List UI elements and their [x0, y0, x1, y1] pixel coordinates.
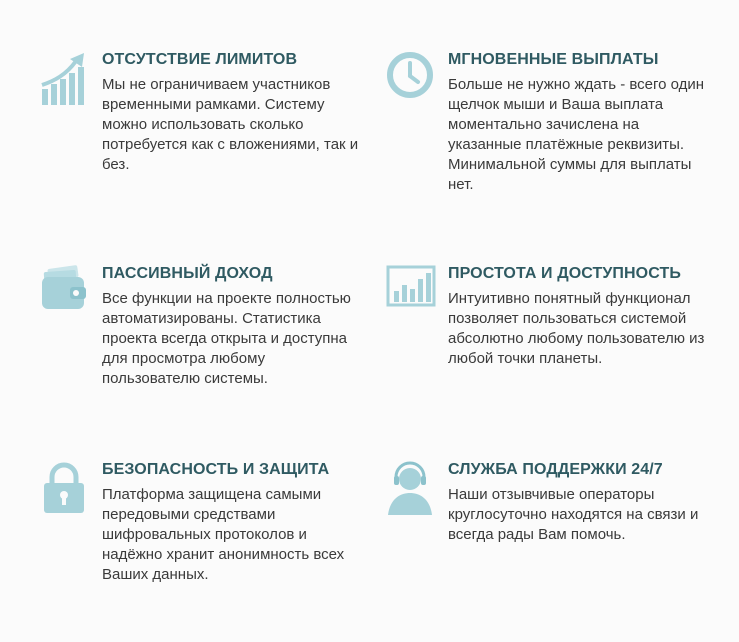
feature-description: Интуитивно понятный функционал позволяет пользоваться системой абсолютно любому пользователю из любой точки планеты.: [448, 290, 705, 367]
feature-description: Мы не ограничиваем участников временными рамками. Систему можно использовать сколько потребуется как с вложениями, так и без.: [102, 76, 359, 173]
feature-title: СЛУЖБА ПОДДЕРЖКИ 24/7: [448, 461, 663, 478]
bar-chart-icon: [386, 265, 436, 315]
feature-description: Все функции на проекте полностью автоматизированы. Статистика проекта всегда открыта и доступна для просмотра любому пользователю системы.: [102, 290, 351, 387]
clock-icon: [386, 51, 436, 101]
feature-description: Больше не нужно ждать - всего один щелчок мыши и Ваша выплата моментально зачислена на указанные платёжные реквизиты. Минимальной суммы для выплаты нет.: [448, 76, 705, 193]
padlock-icon: [40, 461, 90, 511]
feature-title: ПРОСТОТА И ДОСТУПНОСТЬ: [448, 265, 681, 282]
feature-description: Наши отзывчивые операторы круглосуточно находятся на связи и всегда рады Вам помочь.: [448, 486, 699, 543]
feature-title: ПАССИВНЫЙ ДОХОД: [102, 265, 273, 282]
feature-title: ОТСУТСТВИЕ ЛИМИТОВ: [102, 51, 298, 68]
feature-title: МГНОВЕННЫЕ ВЫПЛАТЫ: [448, 51, 659, 68]
growth-chart-icon: [40, 51, 90, 101]
support-operator-icon: [386, 461, 436, 511]
feature-description: Платформа защищена самыми передовыми средствами шифровальных протоколов и надёжно хранит анонимность всех Ваших данных.: [102, 486, 345, 583]
wallet-icon: [40, 265, 90, 315]
feature-title: БЕЗОПАСНОСТЬ И ЗАЩИТА: [102, 461, 330, 478]
